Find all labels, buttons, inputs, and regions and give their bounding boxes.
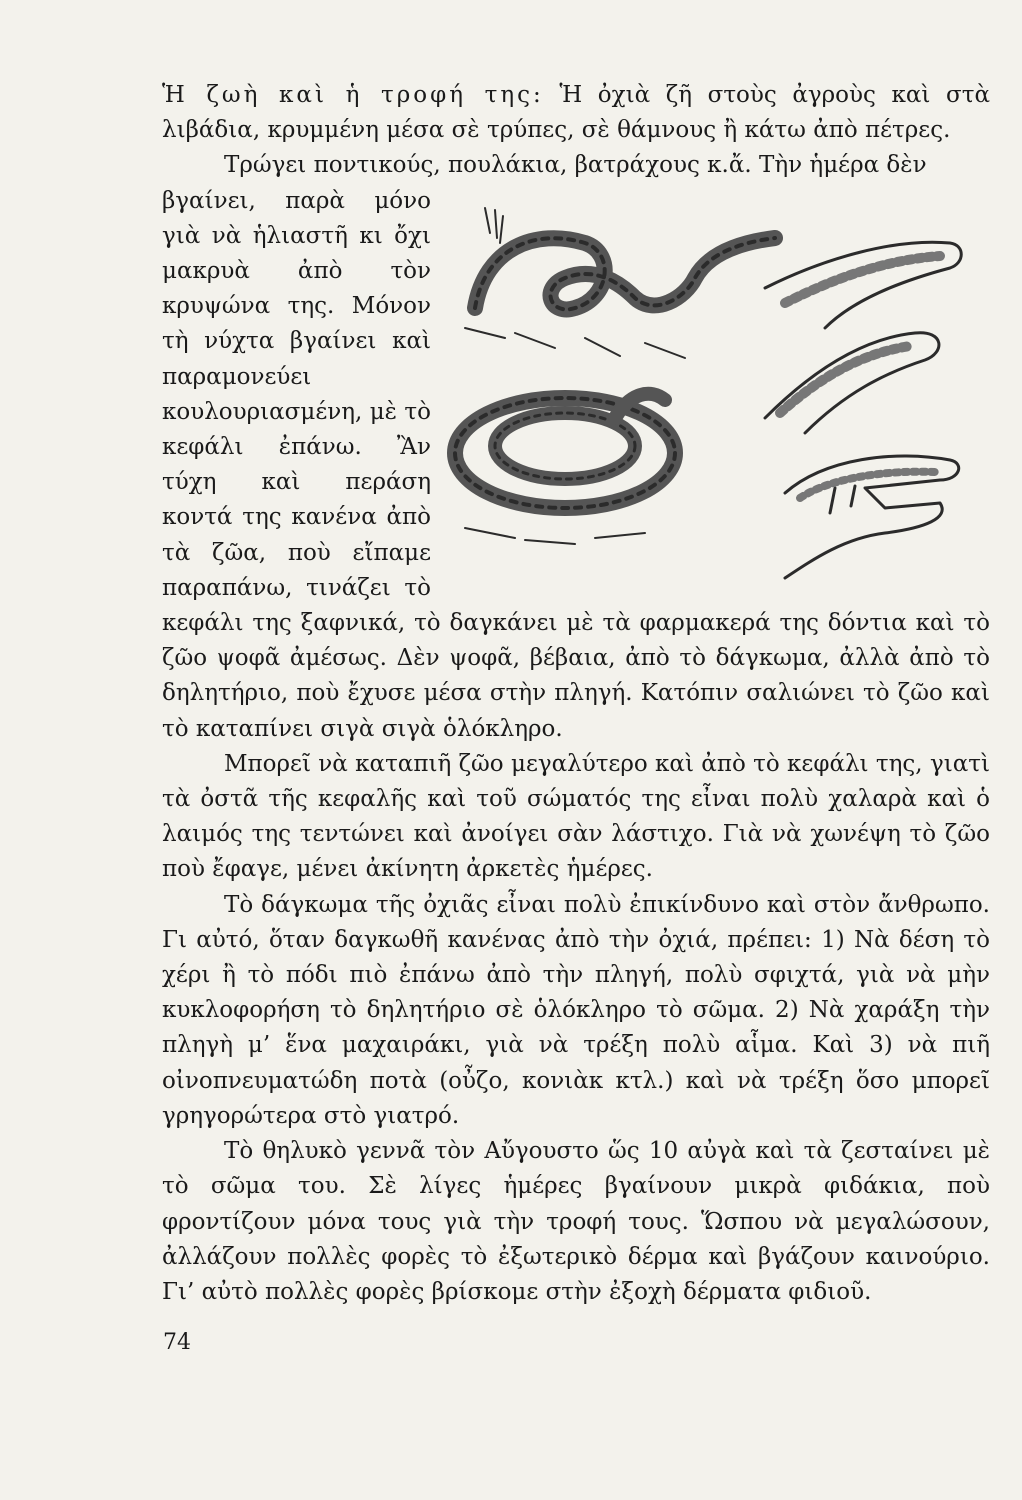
paragraph-1 (162, 78, 990, 148)
section-heading: Ἡ ζωὴ καὶ ἡ τροφή της: (162, 82, 544, 108)
paragraph-5: Τὸ θηλυκὸ γεννᾶ τὸν Αὔγουστο ὥς 10 αὐγὰ καὶ τὰ ζεσταίνει μὲ τὸ σῶμα του. Σὲ λίγες ἡμέρες βγαίνουν μικρὰ φιδάκια, ποὺ φροντίζουν μόνα τους γιὰ τὴν τροφή τους. Ὥσπου νὰ μεγαλώσουν, ἀλλάζουν πολλὲς φορὲς τὸ ἐξωτερικὸ δέρμα καὶ βγάζουν καινούριο. Γι’ αὐτὸ πολλὲς φορὲς βρίσκομε στὴν ἐξοχὴ δέρματα φιδιοῦ. (162, 1138, 990, 1305)
viper-head-middle (765, 332, 939, 432)
page-text (162, 78, 990, 1310)
paragraph-1-text: Ἡ ὀχιὰ ζῆ στοὺς ἀγροὺς καὶ στὰ λιβάδια, κρυμμένη μέσα σὲ τρύπες, σὲ θάμνους ἢ κάτω ἀπὸ πέτρες. (162, 82, 990, 144)
paragraph-2-lead: Τρώγει ποντικούς, πουλάκια, βατράχους κ.ἄ. Τὴν ἡμέρα δὲν (224, 152, 927, 179)
viper-drawing (445, 188, 990, 598)
page-number: 74 (163, 1330, 191, 1355)
paragraph-2: βγαίνει, παρὰ μόνο γιὰ νὰ ἡλιαστῆ κι ὄχι μακρυὰ ἀπὸ τὸν κρυψώνα της. Μόνον τὴ νύχτα βγαίνει καὶ παραμονεύει κουλουριασμένη, μὲ τὸ κεφάλι ἐπάνω. Ἂν τύχη καὶ περάση κοντά της κανένα ἀπὸ τὰ ζῶα, ποὺ εἴπαμε παραπάνω, τινάζει τὸ κεφάλι της ξαφνικά, τὸ δαγκάνει μὲ τὰ φαρμακερά της δόντια καὶ τὸ ζῶο ψοφᾶ ἀμέσως. Δὲν ψοφᾶ, βέβαια, ἀπὸ τὸ δάγκωμα, ἀλλὰ ἀπὸ τὸ δηλητήριο, ποὺ ἔχυσε μέσα στὴν πληγή. Κατόπιν σαλιώνει τὸ ζῶο καὶ τὸ καταπίνει σιγὰ σιγὰ ὁλόκληρο. (162, 187, 990, 742)
paragraph-4: Τὸ δάγκωμα τῆς ὀχιᾶς εἶναι πολὺ ἐπικίνδυνο καὶ στὸν ἄνθρωπο. Γι αὐτό, ὅταν δαγκωθῆ κανένας ἀπὸ τὴν ὀχιά, πρέπει: 1) Νὰ δέση τὸ χέρι ἢ τὸ πόδι πιὸ ἐπάνω ἀπὸ τὴν πληγή, πολὺ σφιχτά, γιὰ νὰ μὴν κυκλοφορήση τὸ δηλητήριο σὲ ὁλόκληρο τὸ σῶμα. 2) Νὰ χαράξη τὴν πληγὴ μ’ ἕνα μαχαιράκι, γιὰ νὰ τρέξη πολὺ αἷμα. Καὶ 3) νὰ πιῆ οἰνοπνευματώδη ποτὰ (οὖζο, κονιὰκ κτλ.) καὶ νὰ τρέξη ὅσο μπορεῖ γρηγορώτερα στὸ γιατρό. (162, 891, 990, 1129)
paragraph-3: Μπορεῖ νὰ καταπιῆ ζῶο μεγαλύτερο καὶ ἀπὸ τὸ κεφάλι της, γιατὶ τὰ ὀστᾶ τῆς κεφαλῆς καὶ τοῦ σώματός της εἶναι πολὺ χαλαρὰ καὶ ὁ λαιμός της τεντώνει καὶ ἀνοίγει σὰν λάστιχο. Γιὰ νὰ χωνέψη τὸ ζῶο ποὺ ἔφαγε, μένει ἀκίνητη ἀρκετὲς ἡμέρες. (162, 750, 990, 883)
viper-illustration (445, 188, 990, 598)
